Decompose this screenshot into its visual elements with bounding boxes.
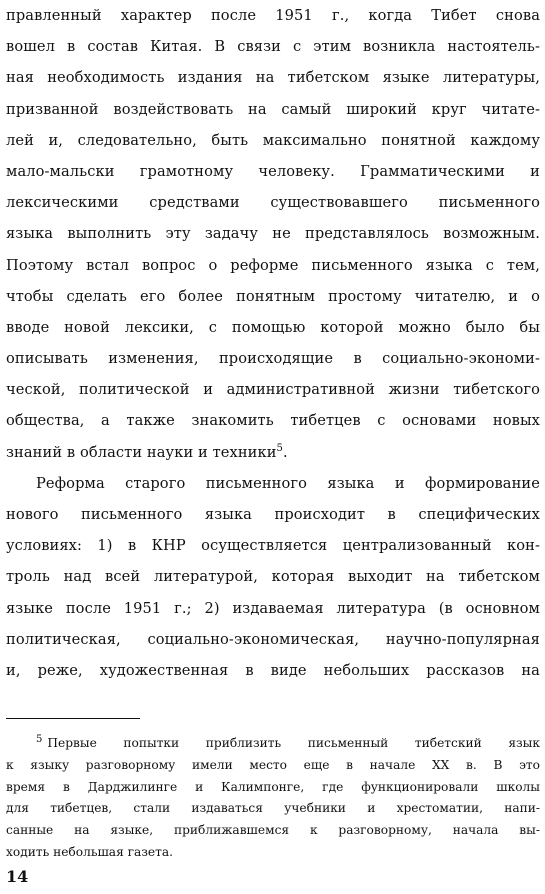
- footnote-reference[interactable]: 5: [276, 442, 283, 454]
- footnote-line: для тибетцев, стали издаваться учебники и хрестоматии, напи-: [6, 801, 540, 816]
- text-line: Реформа старого письменного языка и формирование: [36, 474, 540, 492]
- footnote-line: время в Дарджилинге и Калимпонге, где функционировали школы: [6, 779, 540, 794]
- text-line: лей и, следовательно, быть максимально понятной каждому: [6, 131, 540, 149]
- footnote-line: [6, 733, 540, 755]
- text-line: троль над всей литературой, которая выходит на тибетском: [6, 568, 540, 586]
- footnote-line: ходить небольшая газета.: [6, 844, 174, 859]
- text-line-with-footnote-ref: [6, 437, 540, 468]
- text-line: языке после 1951 г.; 2) издаваемая литература (в основном: [6, 599, 540, 617]
- text-line-content: знаний в области науки и техники: [6, 443, 277, 461]
- text-line: нового письменного языка происходит в специфических: [6, 506, 540, 523]
- text-line: ная необходимость издания на тибетском языке литературы,: [6, 69, 540, 87]
- text-line: правленный характер после 1951 г., когда Тибет снова: [6, 7, 540, 24]
- footnote-divider: [6, 718, 140, 719]
- text-line: и, реже, художественная в виде небольших рассказов на: [6, 661, 540, 679]
- text-line: мало-мальски грамотному человеку. Грамматическими и: [6, 162, 540, 180]
- text-line: описывать изменения, происходящие в социально-экономи-: [6, 350, 540, 368]
- text-line: ческой, политической и административной жизни тибетского: [6, 381, 540, 399]
- text-line: призванной воздействовать на самый широкий круг читате-: [6, 100, 540, 118]
- footnote-line: санные на языке, приближавшемся к разговорному, начала вы-: [6, 823, 540, 838]
- text-line: условиях: 1) в КНР осуществляется централизованный кон-: [6, 537, 540, 555]
- footnote-line-content: Первые попытки приблизить письменный тибетский язык: [47, 736, 540, 750]
- footnote: [6, 733, 540, 864]
- footnote-line: к языку разговорному имели место еще в начале XX в. В это: [6, 757, 540, 772]
- text-line: Поэтому встал вопрос о реформе письменного языка с тем,: [6, 256, 540, 274]
- text-line: чтобы сделать его более понятным простому читателю, и о: [6, 287, 540, 305]
- text-line: лексическими средствами существовавшего письменного: [6, 194, 540, 212]
- text-line: языка выполнить эту задачу не представлялось возможным.: [6, 225, 540, 243]
- page-number: 14: [6, 867, 29, 886]
- sentence-end: .: [283, 443, 288, 461]
- text-line: политическая, социально-экономическая, научно-популярная: [6, 630, 540, 648]
- text-line: общества, а также знакомить тибетцев с основами новых: [6, 412, 540, 430]
- main-text: [6, 0, 540, 686]
- text-line: вводе новой лексики, с помощью которой можно было бы: [6, 318, 540, 336]
- text-line: вошел в состав Китая. В связи с этим возникла настоятель-: [6, 38, 540, 56]
- footnote-number: 5: [36, 734, 43, 745]
